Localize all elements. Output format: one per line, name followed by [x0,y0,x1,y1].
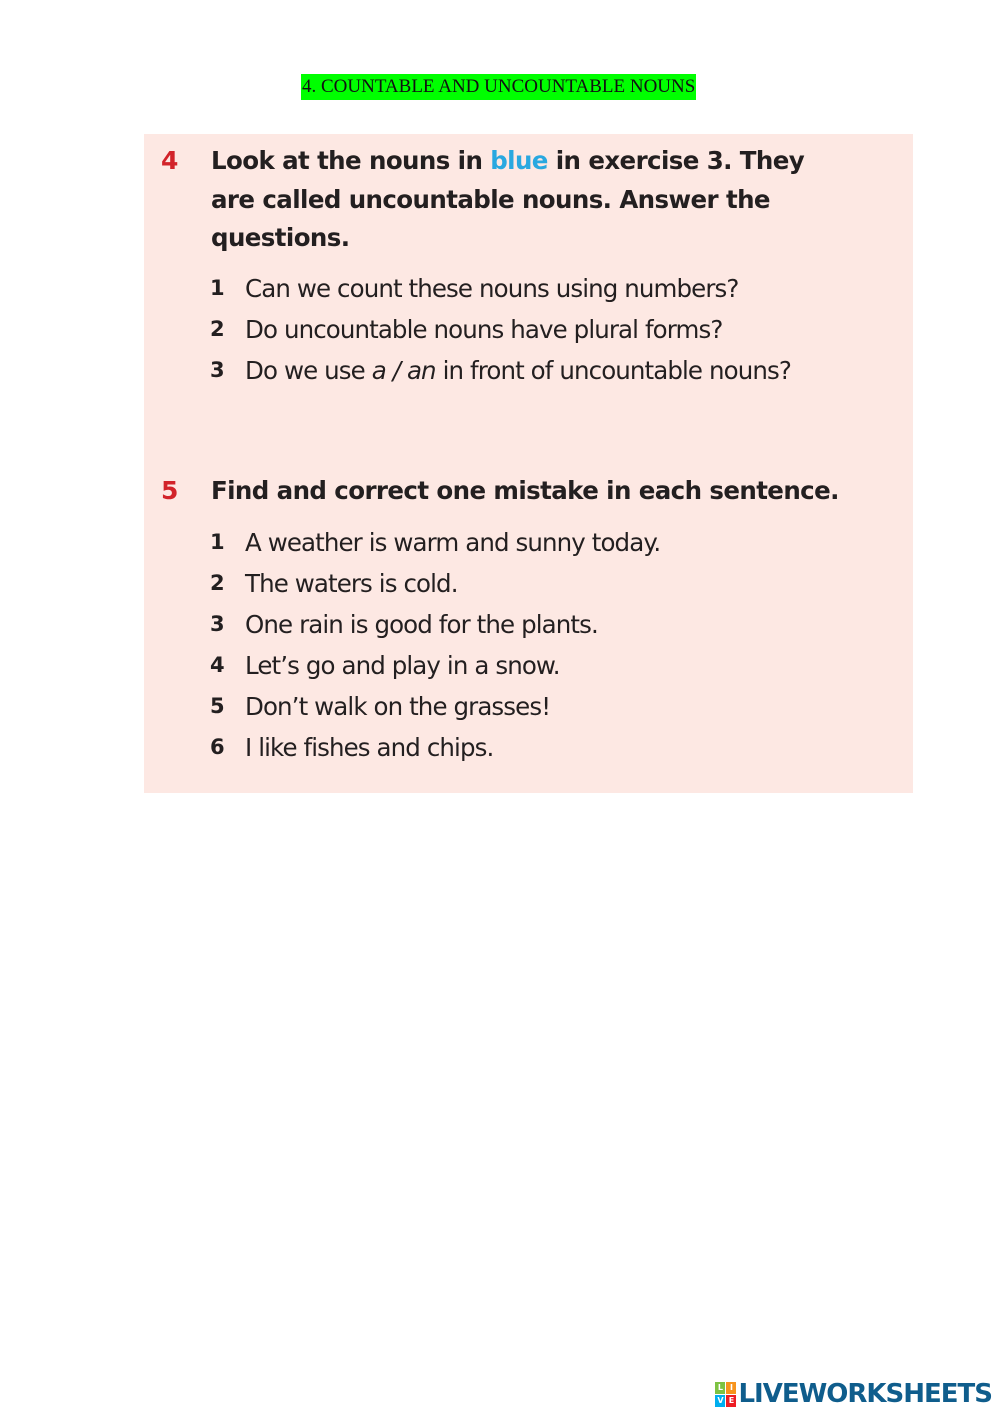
logo-mark-letter: E [726,1395,736,1407]
sentence-list [144,522,913,768]
list-item [144,604,913,645]
list-item [144,686,913,727]
list-item [144,727,913,768]
item-text-part: in front of uncountable nouns? [435,356,791,385]
page-heading: 4. COUNTABLE AND UNCOUNTABLE NOUNS [301,74,696,100]
item-number: 2 [210,571,225,595]
exercise-number: 5 [161,476,179,505]
instruction-highlight-blue: blue [490,146,548,175]
list-item [144,350,913,432]
list-item [144,309,913,350]
item-text: Do uncountable nouns have plural forms? [245,315,723,344]
item-text: I like fishes and chips. [245,733,494,762]
item-number: 3 [210,358,225,382]
logo-mark-letter: V [717,1395,724,1405]
exercise-number: 4 [161,146,179,175]
exercise-panel [144,134,913,793]
list-item [144,522,913,563]
item-number: 3 [210,612,225,636]
list-item [144,645,913,686]
item-number: 5 [210,694,225,718]
liveworksheets-logo-icon [715,1382,736,1407]
item-number: 6 [210,735,225,759]
item-number: 1 [210,276,225,300]
instruction-text: in exercise 3. They are called uncountable nouns. Answer the questions. [211,146,805,252]
logo-text: LIVEWORKSHEETS [738,1379,992,1409]
logo-mark-letter: I [726,1382,736,1394]
exercise-instruction [211,142,851,258]
question-list [144,268,913,432]
exercise-instruction: Find and correct one mistake in each sentence. [211,476,839,505]
item-text: Let’s go and play in a snow. [245,651,560,680]
item-text-part: Do we use [245,356,372,385]
liveworksheets-logo[interactable] [715,1377,992,1411]
item-number: 1 [210,530,225,554]
item-text: A weather is warm and sunny today. [245,528,661,557]
item-text: The waters is cold. [245,569,458,598]
instruction-text: Look at the nouns in [211,146,491,175]
item-number: 2 [210,317,225,341]
item-text-italic: a / an [371,356,436,385]
item-text [245,350,835,391]
list-item [144,563,913,604]
item-text: One rain is good for the plants. [245,610,598,639]
item-text: Don’t walk on the grasses! [245,692,551,721]
logo-mark-letter: L [715,1382,725,1394]
list-item [144,268,913,309]
item-number: 4 [210,653,225,677]
item-text: Can we count these nouns using numbers? [245,274,739,303]
